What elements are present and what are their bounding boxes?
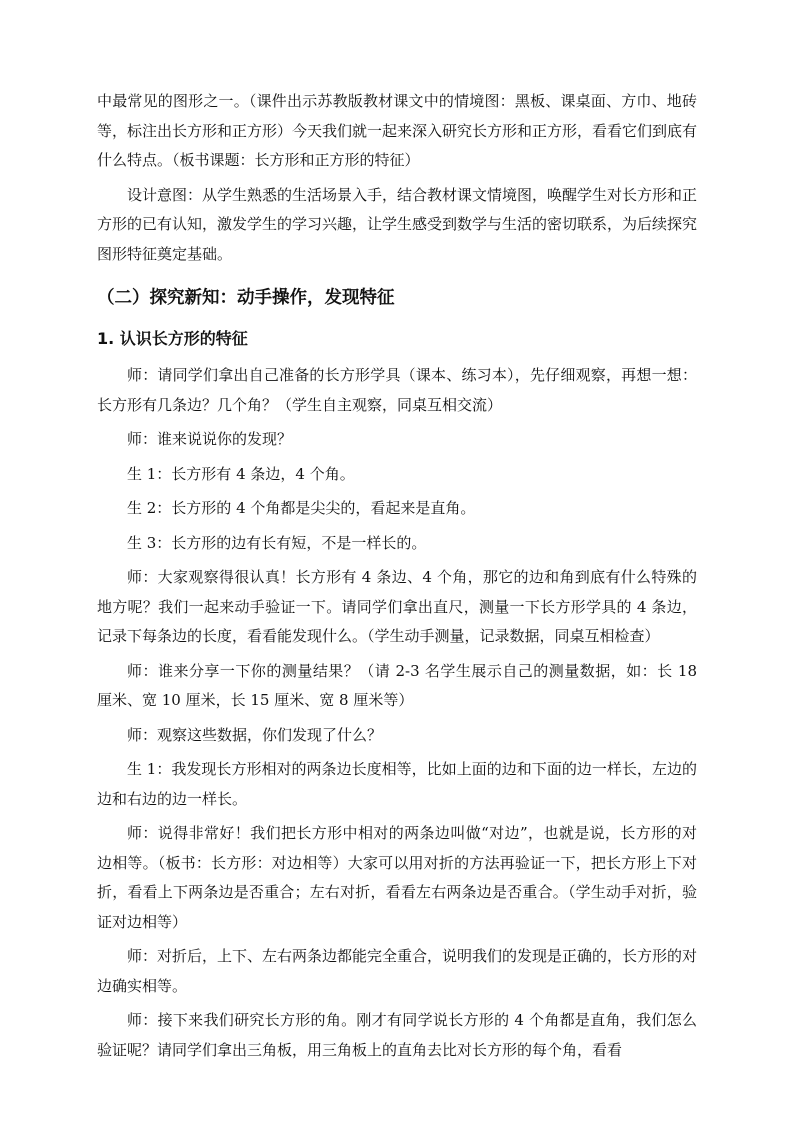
body-paragraph: 师：对折后，上下、左右两条边都能完全重合，说明我们的发现是正确的，长方形的对边确实相等。 (97, 947, 698, 995)
intro-paragraph: 中最常见的图形之一。（课件出示苏教版教材课文中的情境图：黑板、课桌面、方巾、地砖等，标注出长方形和正方形）今天我们就一起来深入研究长方形和正方形，看看它们到底有什么特点。（板书课题：长方形和正方形的特征） (97, 92, 698, 169)
design-intent-paragraph: 设计意图：从学生熟悉的生活场景入手，结合教材课文情境图，唤醒学生对长方形和正方形的已有认知，激发学生的学习兴趣，让学生感受到数学与生活的密切联系，为后续探究图形特征奠定基础。 (97, 185, 698, 263)
body-paragraph: 生 2：长方形的 4 个角都是尖尖的，看起来是直角。 (127, 499, 476, 517)
body-paragraph: 师：接下来我们研究长方形的角。刚才有同学说长方形的 4 个角都是直角，我们怎么验证呢？请同学们拿出三角板，用三角板上的直角去比对长方形的每个角，看看 (97, 1011, 697, 1059)
body-paragraph: 师：请同学们拿出自己准备的长方形学具（课本、练习本），先仔细观察，再想一想：长方形有几条边？几个角？（学生自主观察，同桌互相交流） (97, 366, 697, 414)
body-paragraph: 师：说得非常好！我们把长方形中相对的两条边叫做“对边”，也就是说，长方形的对边相等。（板书：长方形：对边相等）大家可以用对折的方法再验证一下，把长方形上下对折，看看上下两条边是否重合；左右对折，看看左右两条边是否重合。（学生动手对折，验证对边相等） (97, 824, 697, 931)
body-paragraph: 师：谁来说说你的发现？ (127, 430, 293, 448)
section-heading: （二）探究新知：动手操作，发现特征 (97, 288, 395, 308)
body-paragraph: 师：观察这些数据，你们发现了什么？ (127, 725, 383, 744)
document-body (97, 87, 697, 1070)
body-paragraph: 师：谁来分享一下你的测量结果？（请 2-3 名学生展示自己的测量数据，如：长 18 厘米、宽 10 厘米，长 15 厘米、宽 8 厘米等） (97, 661, 697, 709)
body-paragraph: 生 1：长方形有 4 条边，4 个角。 (127, 464, 355, 483)
body-paragraph: 生 3：长方形的边有长有短，不是一样长的。 (127, 533, 427, 552)
body-paragraph: 师：大家观察得很认真！长方形有 4 条边、4 个角，那它的边和角到底有什么特殊的地方呢？我们一起来动手验证一下。请同学们拿出直尺，测量一下长方形学具的 4 条边，记录下每条边的长度，看看能发现什么。（学生动手测量，记录数据，同桌互相检查） (97, 568, 697, 645)
subsection-heading: 1. 认识长方形的特征 (97, 329, 248, 348)
body-paragraph: 生 1：我发现长方形相对的两条边长度相等，比如上面的边和下面的边一样长，左边的边和右边的边一样长。 (97, 760, 697, 808)
